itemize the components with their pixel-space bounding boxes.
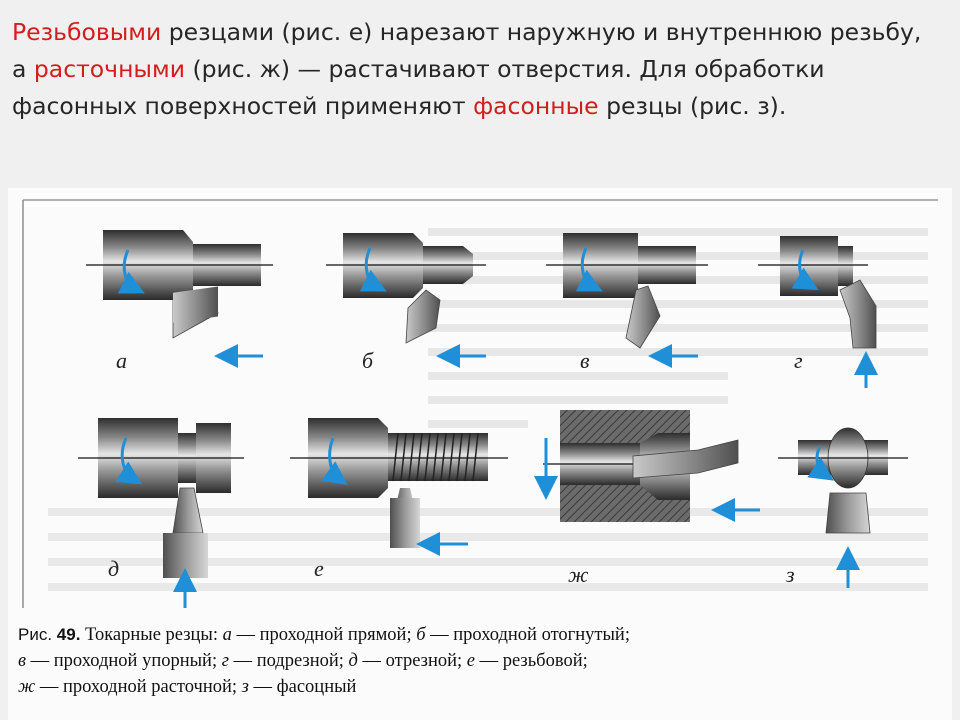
caption-text-e: — резьбовой; bbox=[475, 651, 588, 671]
label-a: а bbox=[116, 348, 127, 373]
label-e: е bbox=[314, 556, 324, 581]
caption-text-b: — проходной отогнутый; bbox=[425, 625, 630, 645]
label-z: з bbox=[786, 562, 795, 587]
intro-text-2: (рис. ж) — растачивают отверстия. Для обработки фасонных поверхностей применяют bbox=[12, 55, 825, 120]
label-zh: ж bbox=[568, 562, 589, 587]
caption-letter-v: в bbox=[18, 651, 27, 671]
intro-text-3: резцы (рис. з). bbox=[598, 92, 787, 120]
caption-text-g: — подрезной; bbox=[228, 651, 349, 671]
label-b: б bbox=[362, 348, 374, 373]
tool-v-thrust-turning bbox=[546, 233, 708, 356]
tool-a-straight-turning bbox=[86, 230, 273, 356]
caption-line-1 bbox=[18, 622, 938, 648]
caption-letter-e: е bbox=[466, 651, 475, 671]
caption-letter-b: б bbox=[416, 625, 426, 645]
caption-title: Токарные резцы: bbox=[80, 625, 223, 645]
tool-b-bent-turning bbox=[326, 233, 486, 356]
caption-letter-g: г bbox=[221, 651, 229, 671]
label-d: д bbox=[108, 556, 120, 581]
tool-e-threading bbox=[290, 418, 508, 548]
intro-text-1: резцами (рис. е) нарезают наружную и внутреннюю резьбу, а bbox=[12, 18, 922, 83]
caption-text-a: — проходной прямой; bbox=[231, 625, 417, 645]
caption-letter-z: з bbox=[241, 677, 249, 697]
term-boring: расточными bbox=[33, 55, 185, 83]
caption-text-v: — проходной упорный; bbox=[26, 651, 222, 671]
caption-letter-zh: ж bbox=[18, 677, 36, 697]
caption-line-3 bbox=[18, 674, 938, 700]
caption-line-2 bbox=[18, 648, 938, 674]
caption-fig-label: Рис. bbox=[18, 625, 57, 644]
caption-text-z: — фасоцный bbox=[248, 677, 357, 697]
figure-caption bbox=[18, 622, 938, 700]
intro-paragraph bbox=[12, 14, 942, 125]
term-threading: Резьбовыми bbox=[12, 18, 162, 46]
label-v: в bbox=[580, 348, 590, 373]
label-g: г bbox=[794, 348, 803, 373]
term-shaped: фасонные bbox=[473, 92, 599, 120]
caption-letter-d: д bbox=[348, 651, 358, 671]
caption-text-zh: — проходной расточной; bbox=[35, 677, 242, 697]
caption-text-d: — отрезной; bbox=[357, 651, 467, 671]
tool-zh-boring bbox=[543, 410, 760, 522]
caption-fig-number: 49. bbox=[56, 625, 81, 644]
caption-letter-a: а bbox=[222, 625, 232, 645]
lathe-tools-figure bbox=[8, 188, 952, 720]
